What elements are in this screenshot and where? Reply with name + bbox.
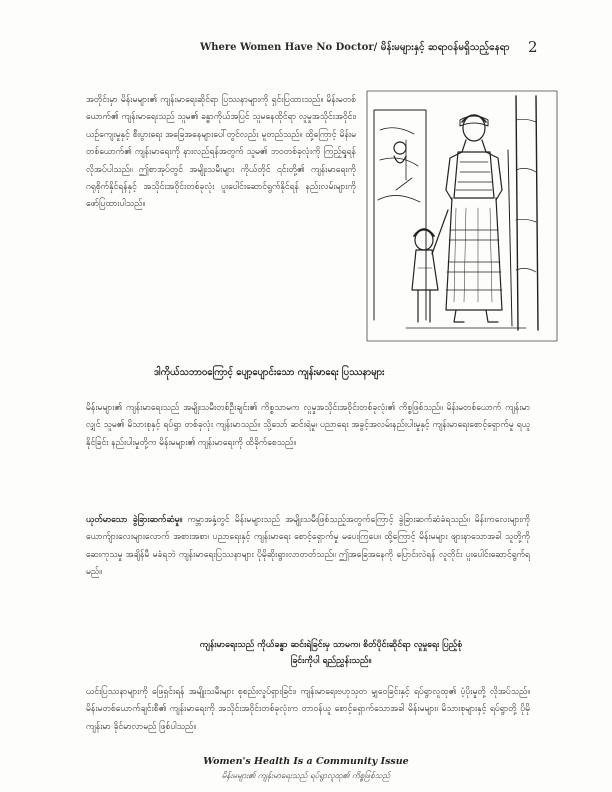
paragraph-lead: ယုတ်မာသော ခွဲခြားဆက်ဆံမှု။ xyxy=(86,515,183,525)
running-header: Where Women Have No Doctor/ မိန်းမများနှင့် ဆရာဝန်မရှိသည့်နေရာ xyxy=(200,42,510,53)
section-heading: ဒါကိုယ်သဘာဝကြောင့် ပျော့ပျောင်းသော ကျန်းမာရေး ပြဿနာများ xyxy=(154,367,385,378)
body-paragraph: မိန်းမများ၏ ကျန်းမာရေးသည် အမျိုးသမီးတစ်ဦးချင်း၏ ကိစ္စသာမက လူမှုအသိုင်းအဝိုင်းတစ်ခုလုံး၏ ကိစ္စဖြစ်သည်။ မိန်းမတစ်ယောက် ကျန်းမာလျှင် သူမ၏ မိသားစုနှင့် ရပ်ရွာ တစ်ခုလုံး ကျန်းမာသည်။ သို့သော် ဆင်းရဲမှု၊ ပညာရေး အခွင့်အလမ်းနည်းပါးမှုနှင့် ကျန်းမာရေးစောင့်ရှောက်မှု ရယူနိုင်ခြင်း နည်းပါးမှုတို့က မိန်းမများ၏ ကျန်းမာရေးကို ထိခိုက်စေသည်။ xyxy=(86,403,530,448)
closing-paragraph: ယင်းပြဿနာများကို ဖြေရှင်းရန် အမျိုးသမီးများ စုစည်းလှုပ်ရှားခြင်း၊ ကျန်းမာရေးဗဟုသုတ မျှဝေခြင်းနှင့် ရပ်ရွာလူထု၏ ပံ့ပိုးမှုတို့ လိုအပ်သည်။ မိန်းမတစ်ယောက်ချင်းစီ၏ ကျန်းမာရေးကို အသိုင်းအဝိုင်းတစ်ခုလုံးက တာဝန်ယူ စောင့်ရှောက်သောအခါ မိန်းမများ၊ မိသားစုများနှင့် ရပ်ရွာတို့ ပိုမိုကျန်းမာ ခိုင်မာလာမည် ဖြစ်ပါသည်။ xyxy=(86,687,530,732)
intro-paragraph: အတိုင်းမှာ မိန်းမများ၏ ကျန်းမာရေးဆိုင်ရာ ပြဿနာများကို ရှင်းပြထားသည်။ မိန်းမတစ်ယောက်၏ ကျန်းမာရေးသည် သူမ၏ ခန္ဓာကိုယ်အပြင် သူမနေထိုင်ရာ လူမှုအသိုင်းအဝိုင်း၊ ယဉ်ကျေးမှုနှင့် စီးပွားရေး အခြေအနေများပေါ်တွင်လည်း မူတည်သည်။ ထို့ကြောင့် မိန်းမတစ်ယောက်၏ ကျန်းမာရေးကို နားလည်ရန်အတွက် သူမ၏ ဘဝတစ်ခုလုံးကို ကြည့်ရှုရန် လိုအပ်ပါသည်။ ဤစာအုပ်တွင် အမျိုးသမီးများ ကိုယ်တိုင် ၎င်းတို့၏ ကျန်းမာရေးကို ဂရုစိုက်နိုင်ရန်နှင့် အသိုင်းအဝိုင်းတစ်ခုလုံး ပူးပေါင်းဆောင်ရွက်နိုင်ရန် နည်းလမ်းများကို ဖော်ပြထားပါသည်။ xyxy=(86,95,356,210)
footer-subtitle: မိန်းမများ၏ ကျန်းမာရေးသည် ရပ်ရွာလူထု၏ ကိစ္စဖြစ်သည် xyxy=(221,771,391,780)
footer-title: Women's Health Is a Community Issue xyxy=(203,756,409,767)
discrimination-paragraph xyxy=(86,512,530,626)
women-illustration xyxy=(366,90,558,342)
page-number: 2 xyxy=(528,38,538,56)
paragraph-body: ကမ္ဘာအနှံ့တွင် မိန်းမများသည် အမျိုးသမီးဖြစ်သည့်အတွက်ကြောင့် ခွဲခြားဆက်ဆံခံရသည်။ မိန်းကလေးများကို ယောက်ျားလေးများလောက် အစားအစာ၊ ပညာရေးနှင့် ကျန်းမာရေး စောင့်ရှောက်မှု မပေးကြပေ။ ထို့ကြောင့် မိန်းမများ ဖျားနာသောအခါ သူတို့ကို ဆေးကုသမှု အချိန်မီ မခံရဘဲ ကျန်းမာရေးပြဿနာများ ပိုမိုဆိုးရွားလာတတ်သည်။ ဤအခြေအနေကို ပြောင်းလဲရန် လူတိုင်း ပူးပေါင်းဆောင်ရွက်ရမည်။ xyxy=(86,515,530,578)
callout-box: ကျန်းမာရေးသည် ကိုယ်ခန္ဓာ ဆင်းရဲခြင်းမှ သာမက၊ စိတ်ပိုင်းဆိုင်ရာ လူမှုရေး ပြည့်စုံခြင်းကိုပါ ရည်ညွှန်းသည်။ xyxy=(199,640,463,666)
